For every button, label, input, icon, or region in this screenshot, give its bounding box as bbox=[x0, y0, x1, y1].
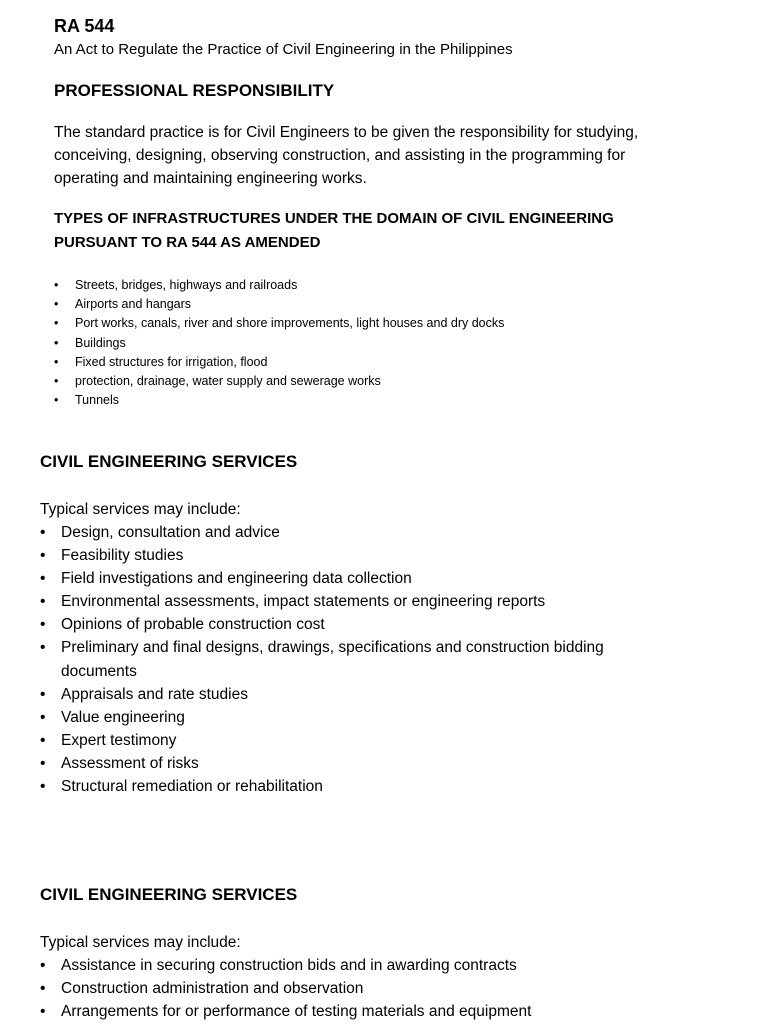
document-title: RA 544 bbox=[54, 16, 115, 36]
list-item: • Tunnels bbox=[54, 391, 504, 410]
services-list-1 bbox=[40, 521, 680, 798]
list-item: • Airports and hangars bbox=[54, 295, 504, 314]
list-item: • Preliminary and final designs, drawings, specifications and construction bidding documents bbox=[40, 636, 621, 682]
professional-responsibility-paragraph: The standard practice is for Civil Engineers to be given the responsibility for studying, conceiving, designing, observing construction, and assisting in the programming for operating and maintaining engineering works. bbox=[54, 124, 639, 187]
list-item: • Structural remediation or rehabilitation bbox=[40, 775, 680, 798]
list-item: • Opinions of probable construction cost bbox=[40, 613, 680, 636]
list-item: • Field investigations and engineering data collection bbox=[40, 567, 680, 590]
list-item: • Construction administration and observation bbox=[40, 977, 680, 1000]
list-item: • Expert testimony bbox=[40, 729, 680, 752]
list-item: • Streets, bridges, highways and railroads bbox=[54, 276, 504, 295]
list-item: • Environmental assessments, impact statements or engineering reports bbox=[40, 590, 680, 613]
list-item: • Arrangements for or performance of testing materials and equipment bbox=[40, 1000, 680, 1023]
list-item: • protection, drainage, water supply and sewerage works bbox=[54, 372, 504, 391]
list-item: • Value engineering bbox=[40, 706, 680, 729]
list-item: • Design, consultation and advice bbox=[40, 521, 680, 544]
list-item: • Fixed structures for irrigation, flood bbox=[54, 353, 504, 372]
services-heading-1: CIVIL ENGINEERING SERVICES bbox=[40, 452, 298, 471]
services-intro-2: Typical services may include: bbox=[40, 934, 241, 951]
list-item: • Feasibility studies bbox=[40, 544, 680, 567]
list-item: • Port works, canals, river and shore improvements, light houses and dry docks bbox=[54, 314, 504, 333]
services-intro-1: Typical services may include: bbox=[40, 501, 241, 518]
list-item: • Buildings bbox=[54, 334, 504, 353]
list-item: • Appraisals and rate studies bbox=[40, 683, 680, 706]
document-subtitle: An Act to Regulate the Practice of Civil Engineering in the Philippines bbox=[54, 41, 513, 58]
list-item: • Assistance in securing construction bids and in awarding contracts bbox=[40, 954, 680, 977]
list-item: • Assessment of risks bbox=[40, 752, 680, 775]
services-list-2 bbox=[40, 954, 680, 1023]
services-heading-2: CIVIL ENGINEERING SERVICES bbox=[40, 885, 298, 904]
infrastructure-types-heading: TYPES OF INFRASTRUCTURES UNDER THE DOMAIN OF CIVIL ENGINEERING PURSUANT TO RA 544 AS AMENDED bbox=[54, 210, 614, 251]
professional-responsibility-heading: PROFESSIONAL RESPONSIBILITY bbox=[54, 81, 335, 100]
infrastructure-types-list bbox=[54, 276, 504, 410]
